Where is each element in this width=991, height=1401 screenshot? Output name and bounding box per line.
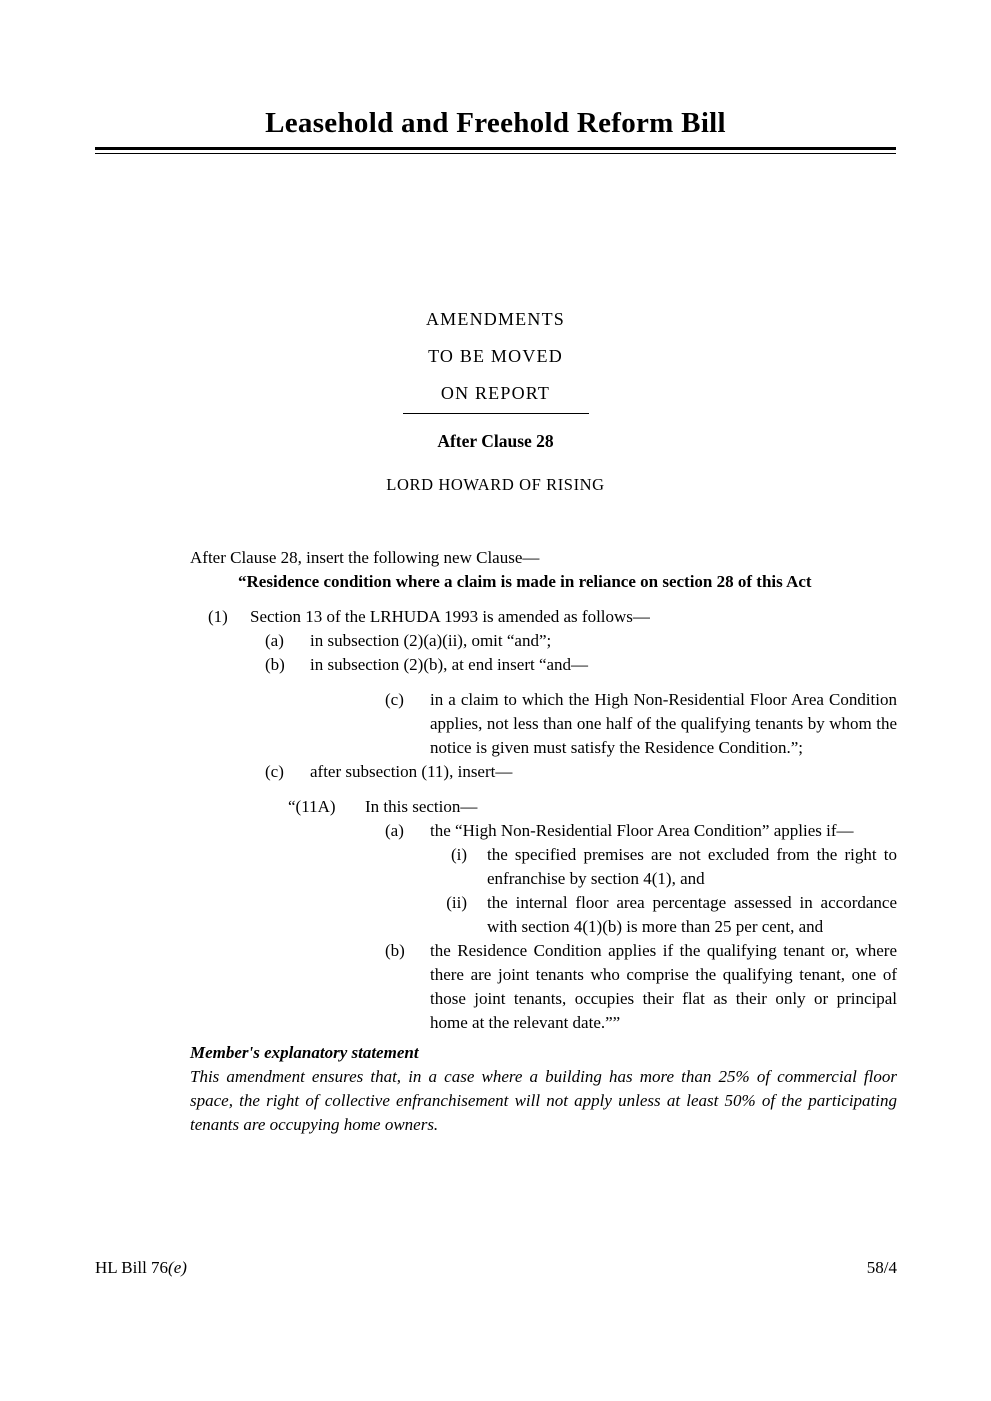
- item-text: the “High Non-Residential Floor Area Condition” applies if—: [430, 821, 854, 840]
- clause-item-1: [190, 605, 897, 629]
- explanatory-statement-text: This amendment ensures that, in a case where a building has more than 25% of commercial floor space, the right of collective enfranchisement will not apply unless at least 50% of the participating tenants are occupying home owners.: [190, 1067, 897, 1134]
- bill-number-main: HL Bill 76: [95, 1258, 169, 1277]
- item-label: (b): [385, 941, 405, 960]
- bill-number-suffix: (e): [168, 1258, 187, 1277]
- clause-item-1c: [190, 760, 897, 784]
- heading-amendments: AMENDMENTS: [425, 309, 565, 329]
- amendment-body: [190, 546, 897, 1137]
- item-text: Section 13 of the LRHUDA 1993 is amended as follows—: [250, 607, 650, 626]
- page-code: 58/4: [866, 1258, 897, 1277]
- bill-number: [95, 1256, 187, 1280]
- amendment-intro: After Clause 28, insert the following new Clause—: [190, 548, 540, 567]
- item-label: (c): [265, 762, 284, 781]
- clause-item-11a-a: [190, 819, 897, 843]
- item-label: (b): [265, 655, 285, 674]
- clause-item-inserted-c: [190, 688, 897, 760]
- item-label: (i): [450, 845, 467, 864]
- clause-item-1a: [190, 629, 897, 653]
- item-label: (ii): [446, 893, 467, 912]
- item-label: “(11A): [288, 797, 336, 816]
- item-text: the Residence Condition applies if the qualifying tenant or, where there are joint tenants who comprise the qualifying tenant, one of those joint tenants, occupies their flat as their only or principal home at the relevant date.””: [430, 941, 897, 1032]
- item-label: (a): [385, 821, 404, 840]
- item-label: (1): [208, 607, 228, 626]
- heading-after-clause: After Clause 28: [437, 431, 554, 451]
- title-rule: [95, 147, 896, 154]
- item-text: in subsection (2)(a)(ii), omit “and”;: [310, 631, 552, 650]
- clause-item-11a: [190, 795, 897, 819]
- item-label: (c): [385, 690, 404, 709]
- page-title: Leasehold and Freehold Reform Bill: [265, 107, 726, 139]
- item-text: In this section—: [365, 797, 478, 816]
- item-text: the specified premises are not excluded from the right to enfranchise by section 4(1), and: [487, 845, 897, 888]
- heading-to-be-moved: TO BE MOVED: [428, 346, 563, 366]
- item-text: in a claim to which the High Non-Residential Floor Area Condition applies, not less than one half of the qualifying tenants by whom the notice is given must satisfy the Residence Condition.”;: [430, 690, 897, 757]
- item-text: after subsection (11), insert—: [310, 762, 513, 781]
- item-label: (a): [265, 631, 284, 650]
- page-footer: [95, 1256, 897, 1280]
- clause-item-11a-a-i: [190, 843, 897, 891]
- member-name: LORD HOWARD OF RISING: [386, 475, 605, 494]
- item-text: in subsection (2)(b), at end insert “and—: [310, 655, 589, 674]
- heading-on-report-wrap: [0, 382, 991, 414]
- heading-on-report: ON REPORT: [403, 382, 589, 414]
- explanatory-statement-title: Member's explanatory statement: [190, 1043, 419, 1062]
- clause-item-11a-b: [190, 939, 897, 1035]
- clause-item-1b: [190, 653, 897, 677]
- clause-item-11a-a-ii: [190, 891, 897, 939]
- new-clause-title: “Residence condition where a claim is made in reliance on section 28 of this Act: [238, 572, 812, 591]
- item-text: the internal floor area percentage assessed in accordance with section 4(1)(b) is more than 25 per cent, and: [487, 893, 897, 936]
